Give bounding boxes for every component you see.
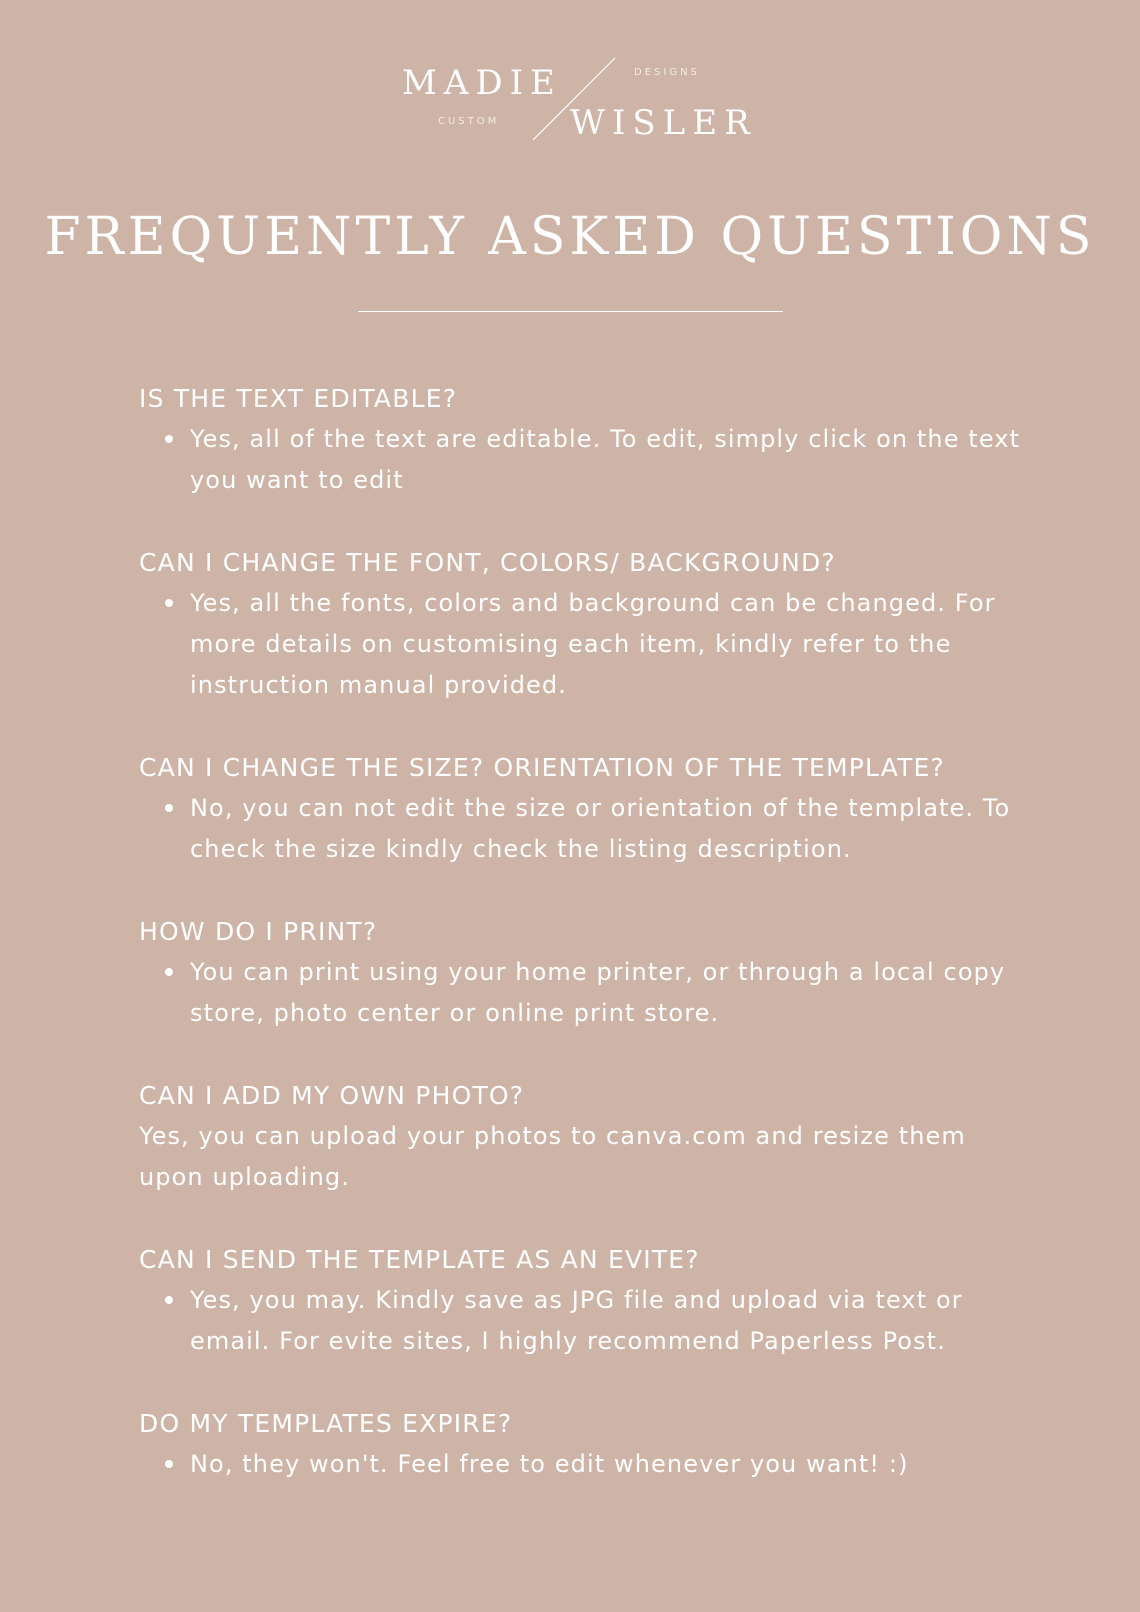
faq-item — [139, 542, 1039, 706]
faq-answer — [139, 1280, 1039, 1362]
faq-answer — [139, 788, 1039, 870]
faq-answer-list — [139, 1444, 1039, 1485]
bullet-dot-icon — [165, 435, 173, 443]
faq-answer-list — [139, 1280, 1039, 1362]
faq-answer-text: Yes, all the fonts, colors and background can be changed. For more details on customising each item, kindly refer to the instruction manual provided. — [190, 589, 996, 699]
logo-word-wisler: WISLER — [570, 103, 757, 143]
faq-item — [139, 378, 1039, 501]
faq-question: CAN I ADD MY OWN PHOTO? — [139, 1081, 525, 1110]
faq-question: DO MY TEMPLATES EXPIRE? — [139, 1409, 513, 1438]
faq-answer-list — [139, 419, 1039, 501]
faq-answer-text: Yes, all of the text are editable. To edit, simply click on the text you want to edit — [190, 425, 1021, 494]
faq-item — [139, 911, 1039, 1034]
faq-item — [139, 1075, 1039, 1198]
logo-tag-designs: DESIGNS — [634, 67, 700, 78]
faq-answer-text: Yes, you may. Kindly save as JPG file and upload via text or email. For evite sites, I highly recommend Paperless Post. — [190, 1286, 963, 1355]
faq-answer-text: No, they won't. Feel free to edit whenever you want! :) — [190, 1450, 909, 1478]
faq-item — [139, 1239, 1039, 1362]
logo-word-madie: MADIE — [402, 63, 562, 103]
faq-item — [139, 747, 1039, 870]
page-title: FREQUENTLY ASKED QUESTIONS — [44, 207, 1096, 267]
bullet-dot-icon — [165, 599, 173, 607]
faq-question: CAN I CHANGE THE FONT, COLORS/ BACKGROUND? — [139, 548, 836, 577]
bullet-dot-icon — [165, 1296, 173, 1304]
faq-answer — [139, 583, 1039, 706]
faq-question: HOW DO I PRINT? — [139, 917, 378, 946]
faq-answer-text: You can print using your home printer, or through a local copy store, photo center or online print store. — [190, 958, 1006, 1027]
faq-answer-list — [139, 952, 1039, 1034]
faq-list — [139, 378, 1039, 1526]
bullet-dot-icon — [165, 968, 173, 976]
faq-answer-text: Yes, you can upload your photos to canva.com and resize them upon uploading. — [139, 1122, 966, 1191]
brand-logo — [400, 52, 757, 152]
faq-question: IS THE TEXT EDITABLE? — [139, 384, 458, 413]
bullet-dot-icon — [165, 1460, 173, 1468]
faq-question: CAN I CHANGE THE SIZE? ORIENTATION OF THE TEMPLATE? — [139, 753, 945, 782]
title-divider — [358, 311, 783, 312]
faq-answer — [139, 419, 1039, 501]
bullet-dot-icon — [165, 804, 173, 812]
faq-answer-text: No, you can not edit the size or orientation of the template. To check the size kindly check the listing description. — [190, 794, 1011, 863]
logo-tag-custom: CUSTOM — [438, 116, 500, 127]
faq-question: CAN I SEND THE TEMPLATE AS AN EVITE? — [139, 1245, 700, 1274]
faq-answer-list — [139, 583, 1039, 706]
faq-answer — [139, 1444, 1039, 1485]
faq-answer — [139, 952, 1039, 1034]
faq-item — [139, 1403, 1039, 1485]
faq-answer-list — [139, 788, 1039, 870]
